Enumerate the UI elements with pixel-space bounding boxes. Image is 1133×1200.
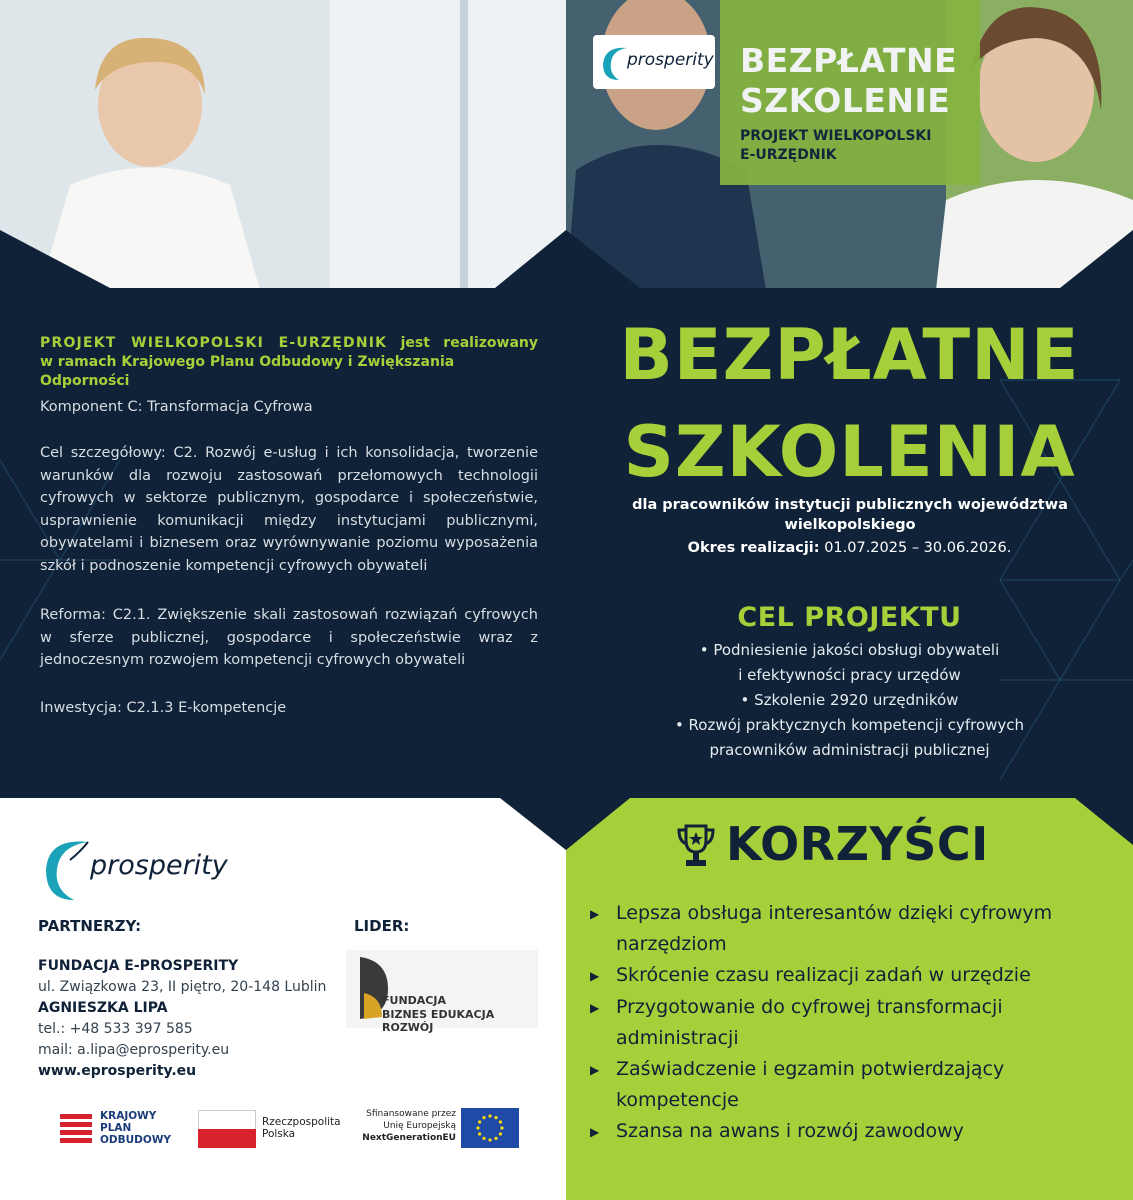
cel-item: i efektywności pracy urzędów bbox=[738, 666, 961, 684]
investment-text: Inwestycja: C2.1.3 E-kompetencje bbox=[40, 700, 287, 716]
period-value: 01.07.2025 – 30.06.2026. bbox=[824, 540, 1012, 556]
badge-title-line2: SZKOLENIE bbox=[740, 81, 951, 120]
contact-mail[interactable]: mail: a.lipa@eprosperity.eu bbox=[38, 1042, 230, 1058]
audience-text: dla pracowników instytucji publicznych województwa wielkopolskiego bbox=[632, 497, 1068, 533]
reform-text: Reforma: C2.1. Zwiększenie skali zastosowań rozwiązań cyfrowych w sferze publicznej, gospodarce i społeczeństwie wraz z jednoczesnym rozwojem kompetencji cyfrowych obywateli bbox=[40, 607, 538, 668]
arrow-right-icon: ▶ bbox=[590, 1063, 600, 1077]
benefit-item bbox=[590, 1116, 1090, 1148]
benefit-text: Skrócenie czasu realizacji zadań w urzędzie bbox=[616, 964, 1031, 986]
org-address: ul. Związkowa 23, II piętro, 20-148 Lublin bbox=[38, 979, 327, 995]
cel-list bbox=[566, 638, 1133, 763]
cel-item: • Szkolenie 2920 urzędników bbox=[740, 691, 959, 709]
partners-label: PARTNERZY: bbox=[38, 917, 142, 935]
benefit-text: Szansa na awans i rozwój zawodowy bbox=[616, 1120, 964, 1142]
eu-line2: Unię Europejską bbox=[383, 1121, 456, 1131]
eu-logo bbox=[356, 1108, 521, 1150]
kpo-logo-icon bbox=[58, 1110, 94, 1148]
intro-line2: w ramach Krajowego Planu Odbudowy i Zwiększania Odporności bbox=[40, 354, 455, 389]
contact-person: AGNIESZKA LIPA bbox=[38, 1000, 168, 1016]
cel-item: • Rozwój praktycznych kompetencji cyfrowych bbox=[674, 716, 1025, 734]
badge-sub-line1: PROJEKT WIELKOPOLSKI bbox=[740, 128, 932, 144]
arrow-right-icon: ▶ bbox=[590, 1001, 600, 1015]
main-title-line2: SZKOLENIA bbox=[623, 411, 1076, 493]
eu-line3: NextGenerationEU bbox=[362, 1133, 456, 1143]
arrow-right-icon: ▶ bbox=[590, 907, 600, 921]
intro-rest: jest realizowany bbox=[400, 335, 538, 351]
period-line bbox=[566, 538, 1133, 558]
cel-heading: CEL PROJEKTU bbox=[737, 602, 962, 633]
cel-item: pracowników administracji publicznej bbox=[709, 741, 990, 759]
benefits-heading: KORZYŚCI bbox=[726, 817, 989, 871]
leader-logo-line2: BIZNES EDUKACJA ROZWÓJ bbox=[382, 1008, 495, 1034]
component-text: Komponent C: Transformacja Cyfrowa bbox=[40, 399, 313, 415]
contact-phone: tel.: +48 533 397 585 bbox=[38, 1021, 193, 1037]
period-label: Okres realizacji: bbox=[687, 540, 820, 556]
cel-item: • Podniesienie jakości obsługi obywateli bbox=[699, 641, 1000, 659]
leader-logo-line1: FUNDACJA bbox=[382, 994, 446, 1007]
logo-text-bottom: prosperity bbox=[90, 850, 228, 881]
leader-logo bbox=[346, 950, 538, 1034]
badge-title-line1: BEZPŁATNE bbox=[740, 41, 958, 80]
benefit-item bbox=[590, 992, 1090, 1054]
kpo-line1: KRAJOWY bbox=[100, 1110, 157, 1122]
kpo-logo bbox=[58, 1110, 188, 1150]
kpo-line2: PLAN bbox=[100, 1122, 132, 1134]
badge-sub-line2: E-URZĘDNIK bbox=[740, 147, 837, 163]
main-title-line1: BEZPŁATNE bbox=[619, 314, 1080, 396]
intro-project-name: PROJEKT WIELKOPOLSKI E-URZĘDNIK bbox=[40, 335, 388, 351]
benefit-item bbox=[590, 898, 1090, 960]
flag-white-stripe bbox=[198, 1110, 256, 1131]
leader-label: LIDER: bbox=[354, 917, 410, 935]
intro-block bbox=[40, 334, 538, 391]
benefit-text: Przygotowanie do cyfrowej transformacji administracji bbox=[616, 996, 1003, 1049]
benefits-list bbox=[590, 898, 1090, 1148]
kpo-line3: ODBUDOWY bbox=[100, 1134, 171, 1146]
org-name: FUNDACJA E-PROSPERITY bbox=[38, 958, 239, 974]
arrow-right-icon: ▶ bbox=[590, 969, 600, 983]
prosperity-logo-bottom bbox=[40, 832, 230, 904]
benefit-text: Lepsza obsługa interesantów dzięki cyfrowym narzędziom bbox=[616, 902, 1053, 955]
flag-red-stripe bbox=[198, 1129, 256, 1148]
goal-text: Cel szczegółowy: C2. Rozwój e-usług i ich konsolidacja, tworzenie warunków dla rozwoju zastosowań przełomowych technologii cyfrowych w sektorze publicznym, gospodarce i społeczeństwie, usprawnienie komunikacji między instytucjami publicznymi, obywatelami i biznesem oraz wyrównywanie poziomu wyposażenia szkół i podnoszenie kompetencji cyfrowych obywateli bbox=[40, 445, 538, 574]
benefit-item bbox=[590, 960, 1090, 992]
rp-line1: Rzeczpospolita bbox=[262, 1116, 341, 1128]
website-link[interactable]: www.eprosperity.eu bbox=[38, 1063, 197, 1079]
benefit-text: Zaświadczenie i egzamin potwierdzający kompetencje bbox=[616, 1058, 1005, 1111]
rp-logo bbox=[198, 1110, 348, 1150]
benefit-item bbox=[590, 1054, 1090, 1116]
logo-text-top: prosperity bbox=[627, 50, 714, 70]
header-badge bbox=[720, 0, 980, 185]
rp-line2: Polska bbox=[262, 1128, 296, 1140]
eu-line1: Sfinansowane przez bbox=[366, 1109, 456, 1119]
arrow-right-icon: ▶ bbox=[590, 1125, 600, 1139]
trophy-icon bbox=[676, 822, 716, 870]
intro-line1 bbox=[40, 334, 538, 353]
prosperity-logo-top bbox=[593, 35, 715, 89]
contact-block bbox=[38, 956, 338, 1082]
eu-flag-icon bbox=[461, 1108, 519, 1148]
